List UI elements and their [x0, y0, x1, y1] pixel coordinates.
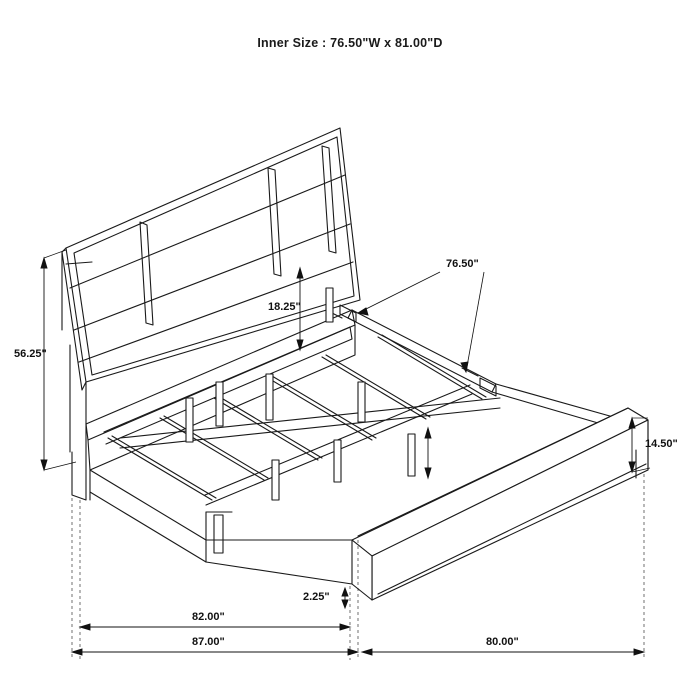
dimension-label-footboard-height: 14.50" [645, 438, 678, 450]
dimension-label-overall-length: 87.00" [192, 636, 225, 648]
page-title: Inner Size : 76.50"W x 81.00"D [257, 36, 443, 50]
dimension-label-headboard-to-rail: 18.25" [268, 301, 301, 313]
dimension-label-headboard-height: 56.25" [14, 348, 47, 360]
dimension-label-inner-width: 76.50" [446, 258, 479, 270]
dimension-label-slat-clearance: 2.25" [303, 591, 330, 603]
dimension-label-overall-width: 80.00" [486, 636, 519, 648]
dimension-label-inner-length: 82.00" [192, 611, 225, 623]
